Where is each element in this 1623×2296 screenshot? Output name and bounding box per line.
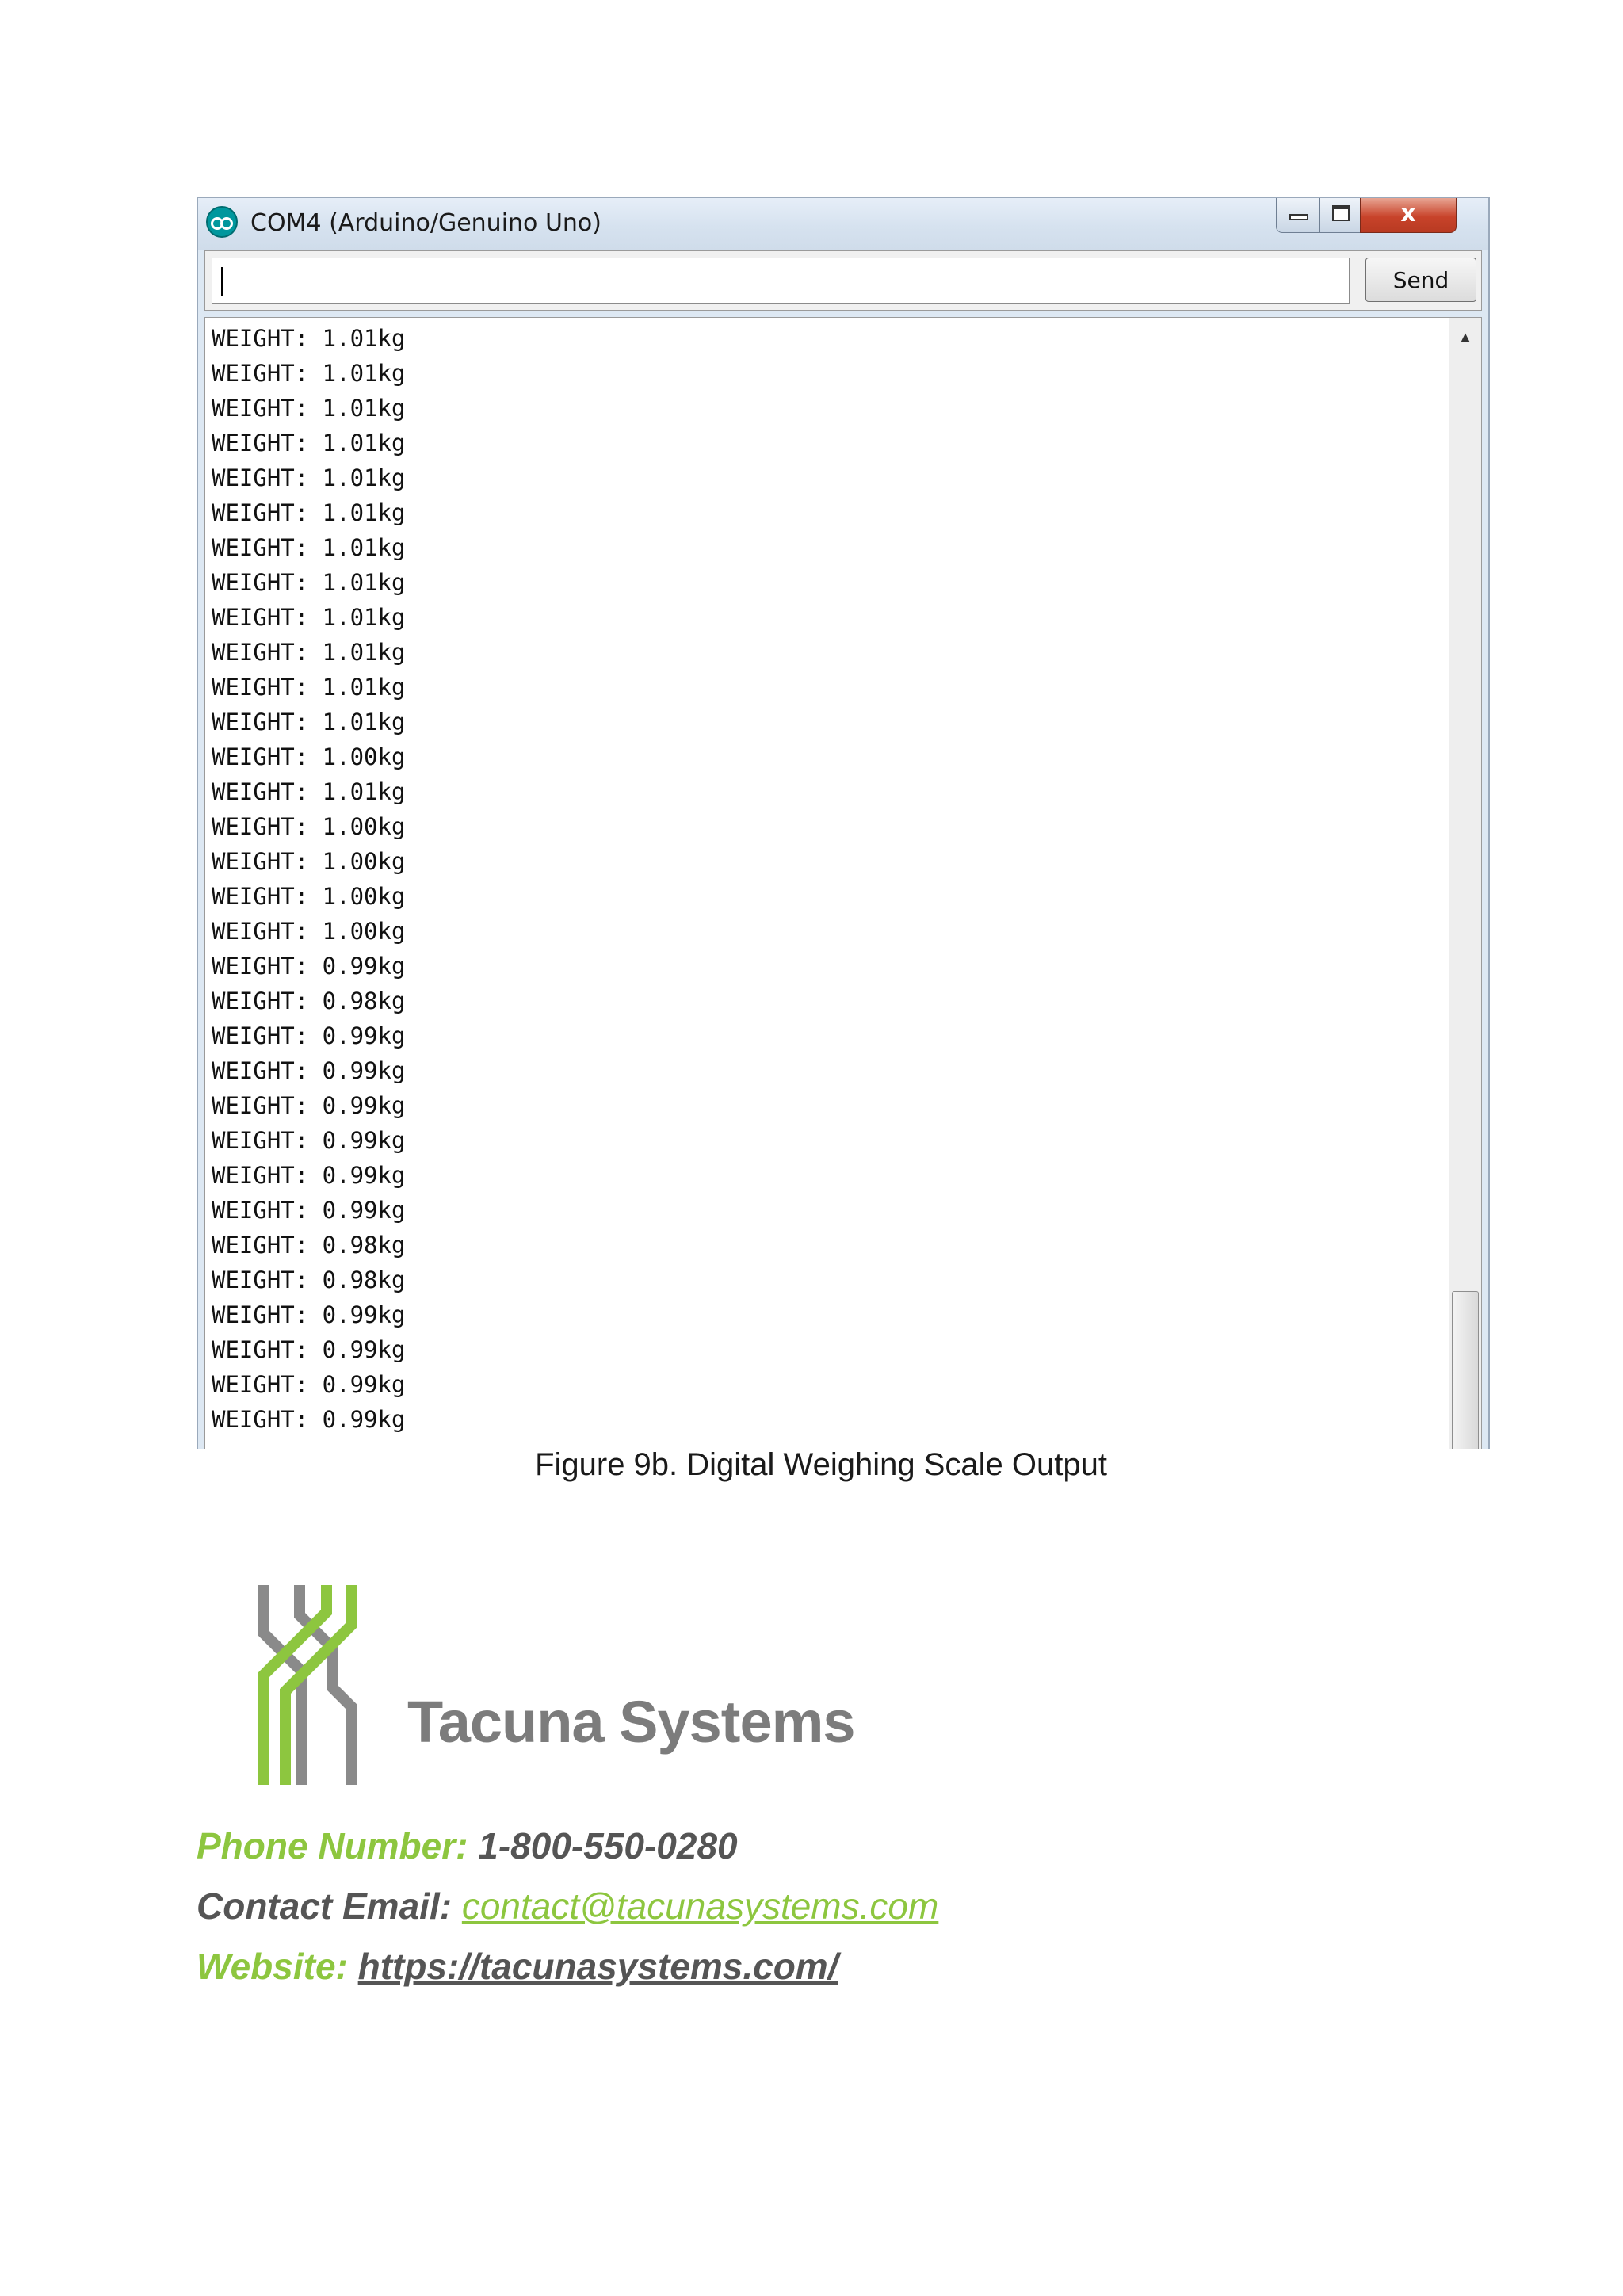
phone-line — [197, 1824, 738, 1867]
log-line: WEIGHT: 1.01kg — [212, 709, 406, 735]
send-button[interactable]: Send — [1365, 258, 1476, 302]
log-line: WEIGHT: 0.99kg — [212, 1406, 406, 1433]
close-button[interactable] — [1360, 198, 1457, 233]
log-list — [212, 321, 405, 1437]
email-line — [197, 1885, 938, 1927]
log-line: WEIGHT: 1.00kg — [212, 813, 406, 840]
close-icon: x — [1400, 200, 1416, 227]
log-line: WEIGHT: 1.01kg — [212, 569, 406, 596]
log-line: WEIGHT: 1.01kg — [212, 604, 406, 631]
log-line: WEIGHT: 1.01kg — [212, 534, 406, 561]
log-line: WEIGHT: 0.99kg — [212, 1127, 406, 1154]
email-link[interactable]: contact@tacunasystems.com — [461, 1885, 939, 1927]
log-line: WEIGHT: 1.01kg — [212, 499, 406, 526]
logo-text: Tacuna Systems — [407, 1689, 855, 1755]
serial-input[interactable] — [212, 258, 1350, 304]
log-line: WEIGHT: 0.99kg — [212, 1022, 406, 1049]
title-bar[interactable] — [198, 198, 1488, 250]
log-line: WEIGHT: 1.00kg — [212, 848, 406, 875]
log-line: WEIGHT: 1.00kg — [212, 743, 406, 770]
vertical-scrollbar[interactable] — [1449, 318, 1481, 1449]
log-line: WEIGHT: 0.99kg — [212, 1162, 406, 1189]
log-line: WEIGHT: 0.99kg — [212, 1197, 406, 1224]
website-label: Website: — [197, 1946, 348, 1987]
tacuna-logo-icon — [254, 1577, 365, 1791]
log-line: WEIGHT: 0.99kg — [212, 1301, 406, 1328]
window-title: COM4 (Arduino/Genuino Uno) — [250, 209, 601, 237]
website-link[interactable]: https://tacunasystems.com/ — [357, 1946, 838, 1987]
log-line: WEIGHT: 0.99kg — [212, 1336, 406, 1363]
scroll-thumb[interactable] — [1452, 1291, 1479, 1449]
figure-caption: Figure 9b. Digital Weighing Scale Output — [535, 1447, 1107, 1482]
log-line: WEIGHT: 1.01kg — [212, 778, 406, 805]
maximize-icon — [1332, 205, 1350, 221]
log-line: WEIGHT: 0.98kg — [212, 1232, 406, 1259]
phone-label: Phone Number: — [197, 1825, 468, 1866]
phone-value: 1-800-550-0280 — [478, 1825, 738, 1866]
scroll-up-icon[interactable]: ▲ — [1458, 329, 1472, 345]
input-row — [204, 250, 1482, 311]
email-label: Contact Email: — [197, 1885, 453, 1927]
log-line: WEIGHT: 0.98kg — [212, 1266, 406, 1293]
log-line: WEIGHT: 1.01kg — [212, 395, 406, 422]
log-line: WEIGHT: 1.01kg — [212, 360, 406, 387]
log-line: WEIGHT: 1.01kg — [212, 325, 406, 352]
log-line: WEIGHT: 0.99kg — [212, 1371, 406, 1398]
maximize-button[interactable] — [1319, 198, 1361, 233]
log-line: WEIGHT: 1.01kg — [212, 639, 406, 666]
log-line: WEIGHT: 1.00kg — [212, 883, 406, 910]
arduino-icon — [206, 206, 238, 238]
log-line: WEIGHT: 0.99kg — [212, 953, 406, 980]
minimize-button[interactable] — [1276, 198, 1320, 233]
serial-monitor-window — [197, 197, 1490, 1449]
text-caret — [221, 267, 223, 296]
minimize-icon — [1289, 214, 1308, 220]
log-line: WEIGHT: 1.01kg — [212, 430, 406, 457]
log-line: WEIGHT: 0.99kg — [212, 1057, 406, 1084]
serial-output[interactable] — [204, 317, 1482, 1449]
log-line: WEIGHT: 1.01kg — [212, 464, 406, 491]
log-line: WEIGHT: 0.98kg — [212, 988, 406, 1014]
log-line: WEIGHT: 1.01kg — [212, 674, 406, 701]
website-line — [197, 1945, 838, 1988]
log-line: WEIGHT: 1.00kg — [212, 918, 406, 945]
log-line: WEIGHT: 0.99kg — [212, 1092, 406, 1119]
